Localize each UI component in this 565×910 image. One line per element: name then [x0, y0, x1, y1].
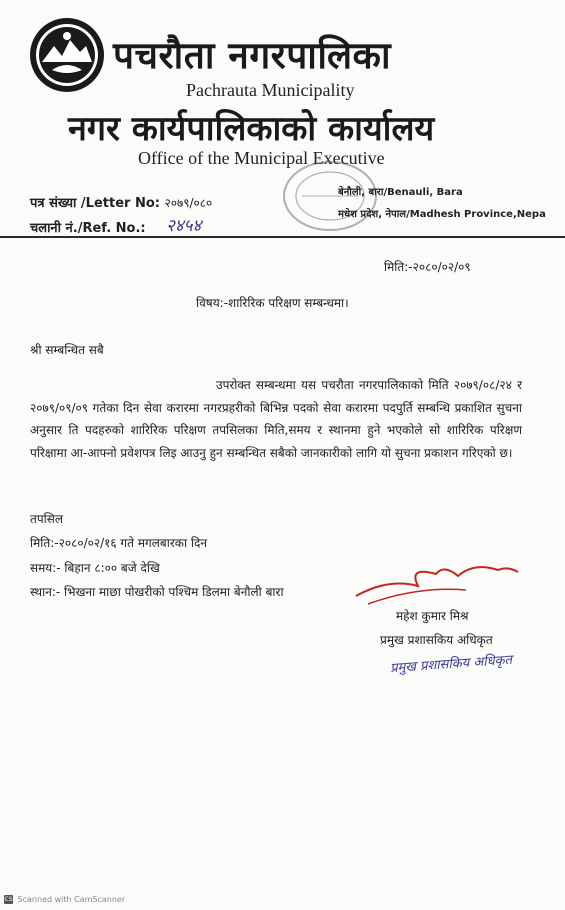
letter-body: उपरोक्त सम्बन्धमा यस पचरौता नगरपालिकाको मिति २०७९/०८/२४ र २०७९/०९/०९ गतेका दिन सेवा करारमा नगरप्रहरीको बिभिन्न पदको सेवा करारमा पदपुर्ति सम्बन्धि प्रकाशित सुचना अनुसार ति पदहरुको शारिरिक परिक्षण तपसिलका मिति,समय र स्थानमा हुने भएकोले सो शारिरिक परिक्षण परिक्षामा आ-आफ्नो प्रवेशपत्र लिइ आउनु हुन सम्बन्धित सबैको जानकारीको लागि यो सुचना प्रकाशन गरिएको छ।: [30, 378, 522, 460]
address-line-1: बेनौली, बारा/Benauli, Bara: [338, 187, 463, 198]
details-heading: तपसिल: [30, 512, 64, 526]
address-line-2: मधेश प्रदेश, नेपाल/Madhesh Province,Nepa: [338, 209, 546, 220]
signatory-title: प्रमुख प्रशासकिय अधिकृत: [380, 633, 493, 647]
letter-subject: विषय:-शारिरिक परिक्षण सम्बन्धमा।: [196, 296, 349, 310]
office-title-english: Office of the Municipal Executive: [138, 148, 385, 168]
municipality-emblem-logo: [28, 16, 106, 94]
signatory-stamp: प्रमुख प्रशासकिय अधिकृत: [389, 652, 513, 677]
letter-number-label: पत्र संख्या /Letter No:: [30, 196, 160, 211]
letter-date: मिति:-२०८०/०२/०९: [384, 260, 471, 274]
scanner-watermark-text: Scanned with CamScanner: [17, 895, 126, 904]
details-time: समय:- बिहान ८:०० बजे देखि: [30, 561, 160, 575]
details-place: स्थान:- भिखना माछा पोखरीको पश्चिम डिलमा बेनौली बारा: [30, 585, 284, 599]
municipality-title-nepali: पचरौता नगरपालिका: [113, 34, 392, 77]
details-date: मिति:-२०८०/०२/१६ गते मगलबारका दिन: [30, 536, 208, 550]
office-title-nepali: नगर कार्यपालिकाको कार्यालय: [68, 109, 435, 149]
letter-number-value: २०७९/०८०: [164, 196, 213, 210]
reference-number-value: २४५४: [166, 216, 202, 236]
reference-number-label: चलानी नं./Ref. No.:: [30, 221, 146, 236]
municipality-title-english: Pachrauta Municipality: [186, 80, 355, 100]
letter-salutation: श्री सम्बन्धित सबै: [30, 343, 104, 357]
header-divider: [0, 236, 565, 238]
camscanner-icon: CS: [4, 896, 13, 903]
signatory-name: महेश कुमार मिश्र: [396, 609, 469, 623]
scanner-watermark: [4, 895, 125, 904]
letter-number: [30, 193, 212, 211]
